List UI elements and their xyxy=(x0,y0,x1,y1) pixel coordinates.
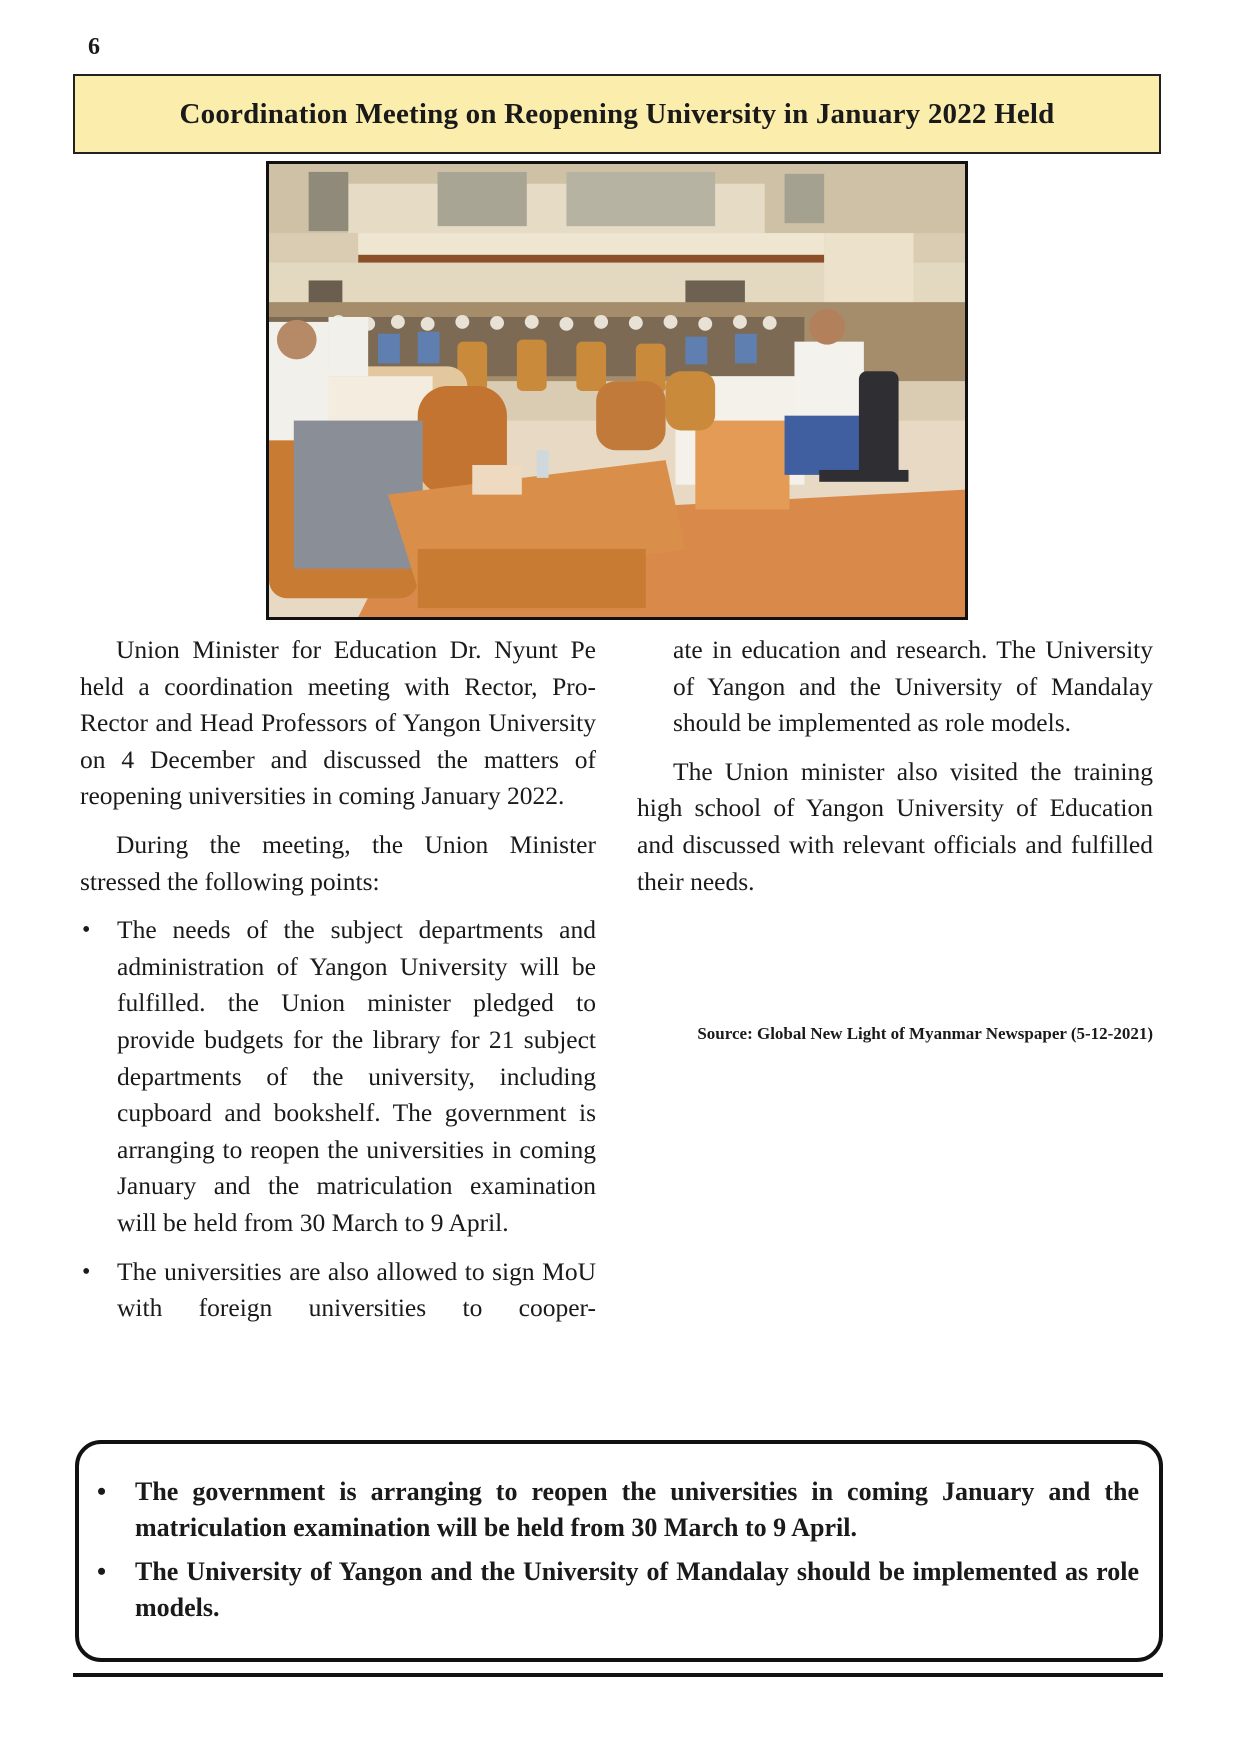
key-points-list xyxy=(80,912,596,1327)
article-paragraph: Union Minister for Education Dr. Nyunt Pe held a coordination meeting with Rector, Pro-Rector and Head Professors of Yangon University on 4 December and discussed the matters of reopening universities in coming January 2022. xyxy=(80,635,596,811)
key-point-continuation: ate in education and research. The University of Yangon and the University of Mandalay should be implemented as role models. xyxy=(673,635,1153,738)
highlight-item: • The government is arranging to reopen the universities in coming January and the matriculation examination will be held from 30 March to 9 April. xyxy=(93,1474,1139,1546)
key-point-item: • The universities are also allowed to sign MoU with foreign universities to cooper- xyxy=(80,1254,596,1327)
highlights-box xyxy=(75,1440,1163,1662)
key-point-item: • The needs of the subject departments and administration of Yangon University will be fulfilled. the Union minister pledged to provide budgets for the library for 21 subject departments of the university, including cupboard and bookshelf. The government is arranging to reopen the universities in coming January and the matriculation examination will be held from 30 March to 9 April. xyxy=(80,912,596,1241)
highlight-item: • The University of Yangon and the University of Mandalay should be implemented as role models. xyxy=(93,1554,1139,1626)
page-number: 6 xyxy=(88,34,100,60)
source-citation: Source: Global New Light of Myanmar Newspaper (5-12-2021) xyxy=(697,1024,1153,1043)
highlights-list xyxy=(93,1474,1139,1626)
title-banner xyxy=(73,74,1161,154)
article-paragraph: During the meeting, the Union Minister stressed the following points: xyxy=(80,829,596,896)
page-title: Coordination Meeting on Reopening University in January 2022 Held xyxy=(179,97,1055,130)
meeting-hall-photo xyxy=(266,161,968,620)
article-column-right xyxy=(637,632,1153,912)
bottom-divider xyxy=(73,1673,1163,1677)
article-column-left xyxy=(80,632,596,1339)
article-paragraph: The Union minister also visited the training high school of Yangon University of Education and discussed with relevant officials and fulfilled their needs. xyxy=(637,756,1153,896)
